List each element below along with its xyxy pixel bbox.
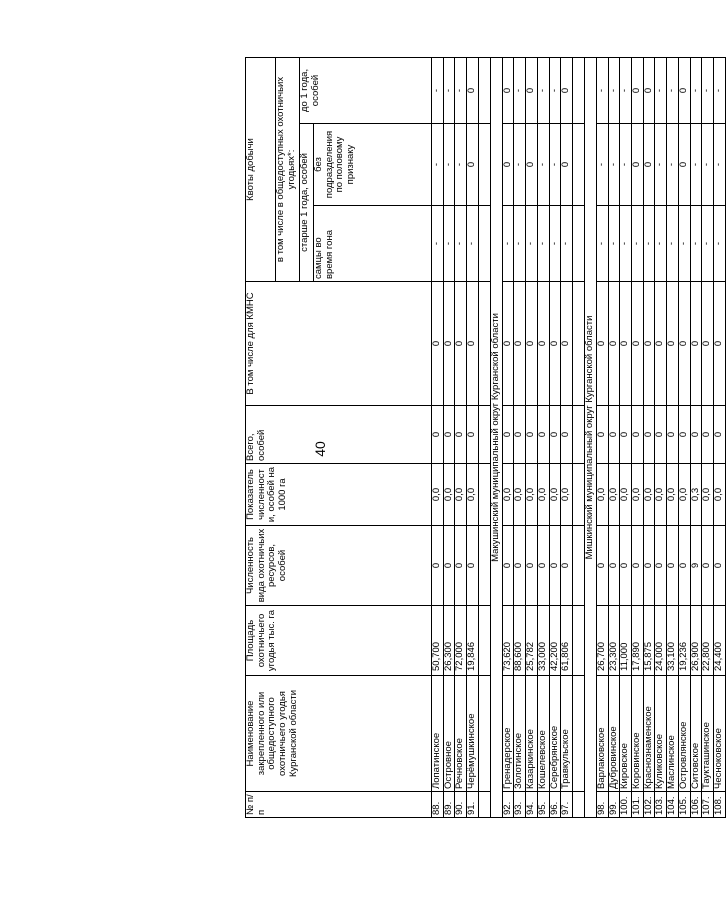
row-kmns: 0 — [702, 282, 714, 406]
row-population: 0 — [502, 526, 514, 606]
table-row — [632, 58, 644, 818]
spacer-cell — [478, 676, 490, 792]
spacer-cell — [478, 282, 490, 406]
row-kmns: 0 — [620, 282, 632, 406]
table-row — [608, 58, 620, 818]
table-row — [643, 58, 655, 818]
table-row — [537, 58, 549, 818]
row-area: 33,100 — [667, 606, 679, 676]
row-number: 101. — [632, 792, 644, 818]
row-number: 99. — [608, 792, 620, 818]
district-title: Мишкинский муниципальный округ Курганской области — [585, 58, 597, 818]
row-males: - — [596, 206, 608, 282]
row-population: 0 — [549, 526, 561, 606]
row-area: 25,782 — [526, 606, 538, 676]
header-no-sex: без подразделения по половому признаку — [314, 124, 432, 206]
row-males: - — [537, 206, 549, 282]
row-name: Куликовское — [655, 676, 667, 792]
row-area: 11,000 — [620, 606, 632, 676]
row-density: 0,0 — [620, 464, 632, 526]
row-total: 0 — [514, 406, 526, 464]
row-name: Черёмушкинское — [467, 676, 479, 792]
row-number: 102. — [643, 792, 655, 818]
row-no-sex: - — [667, 124, 679, 206]
row-area: 22,800 — [702, 606, 714, 676]
row-total: 0 — [537, 406, 549, 464]
row-kmns: 0 — [502, 282, 514, 406]
row-total: 0 — [632, 406, 644, 464]
row-population: 0 — [667, 526, 679, 606]
spacer-cell — [573, 206, 585, 282]
row-males: - — [620, 206, 632, 282]
row-name: Золотинское — [514, 676, 526, 792]
row-population: 0 — [620, 526, 632, 606]
table-row — [667, 58, 679, 818]
spacer-cell — [478, 606, 490, 676]
spacer-cell — [478, 526, 490, 606]
row-males: - — [655, 206, 667, 282]
row-kmns: 0 — [467, 282, 479, 406]
rotated-table-wrapper — [245, 58, 725, 818]
row-density: 0,0 — [678, 464, 690, 526]
row-total: 0 — [502, 406, 514, 464]
header-name: Наименование закрепленного или общедоступного охотничьего угодья Курганской области — [246, 676, 432, 792]
row-area: 24,400 — [714, 606, 726, 676]
row-population: 0 — [632, 526, 644, 606]
row-number: 98. — [596, 792, 608, 818]
row-area: 19,846 — [467, 606, 479, 676]
row-no-sex: - — [432, 124, 444, 206]
row-density: 0,0 — [561, 464, 573, 526]
row-number: 91. — [467, 792, 479, 818]
table-row — [526, 58, 538, 818]
row-kmns: 0 — [632, 282, 644, 406]
row-area: 61,806 — [561, 606, 573, 676]
row-no-sex: 0 — [502, 124, 514, 206]
row-area: 24,000 — [655, 606, 667, 676]
row-under1: - — [655, 58, 667, 124]
row-total: 0 — [432, 406, 444, 464]
row-population: 0 — [443, 526, 455, 606]
row-density: 0,0 — [655, 464, 667, 526]
row-name: Островлянское — [678, 676, 690, 792]
row-no-sex: - — [608, 124, 620, 206]
row-total: 0 — [643, 406, 655, 464]
row-no-sex: 0 — [632, 124, 644, 206]
row-area: 88,600 — [514, 606, 526, 676]
row-total: 0 — [702, 406, 714, 464]
row-total: 0 — [526, 406, 538, 464]
table-row — [502, 58, 514, 818]
row-density: 0,0 — [526, 464, 538, 526]
row-total: 0 — [620, 406, 632, 464]
header-in-common: в том числе в общедоступных охотничьих угодьях*: — [276, 58, 300, 282]
spacer-cell — [573, 606, 585, 676]
row-number: 96. — [549, 792, 561, 818]
row-population: 0 — [643, 526, 655, 606]
table-row — [714, 58, 726, 818]
row-population: 0 — [561, 526, 573, 606]
spacer-cell — [573, 282, 585, 406]
row-kmns: 0 — [455, 282, 467, 406]
row-no-sex: - — [455, 124, 467, 206]
row-number: 108. — [714, 792, 726, 818]
header-kmns: В том числе для КМНС — [246, 282, 432, 406]
row-no-sex: 0 — [643, 124, 655, 206]
row-no-sex: - — [537, 124, 549, 206]
row-kmns: 0 — [678, 282, 690, 406]
row-kmns: 0 — [596, 282, 608, 406]
row-under1: - — [432, 58, 444, 124]
row-kmns: 0 — [537, 282, 549, 406]
row-no-sex: 0 — [561, 124, 573, 206]
row-males: - — [514, 206, 526, 282]
row-males: - — [432, 206, 444, 282]
row-density: 0,0 — [549, 464, 561, 526]
row-name: Гренадерское — [502, 676, 514, 792]
row-no-sex: 0 — [526, 124, 538, 206]
spacer-cell — [478, 124, 490, 206]
row-under1: - — [690, 58, 702, 124]
row-kmns: 0 — [432, 282, 444, 406]
row-no-sex: - — [714, 124, 726, 206]
row-name: Чесноковское — [714, 676, 726, 792]
spacer-cell — [573, 676, 585, 792]
row-population: 0 — [655, 526, 667, 606]
row-under1: 0 — [502, 58, 514, 124]
row-area: 17,890 — [632, 606, 644, 676]
row-total: 0 — [608, 406, 620, 464]
row-no-sex: 0 — [467, 124, 479, 206]
row-under1: - — [620, 58, 632, 124]
row-number: 103. — [655, 792, 667, 818]
row-number: 104. — [667, 792, 679, 818]
row-total: 0 — [596, 406, 608, 464]
row-kmns: 0 — [655, 282, 667, 406]
row-name: Островное — [443, 676, 455, 792]
row-males: - — [678, 206, 690, 282]
row-males: - — [526, 206, 538, 282]
row-population: 0 — [702, 526, 714, 606]
row-area: 50,700 — [432, 606, 444, 676]
row-under1: 0 — [561, 58, 573, 124]
spacer-row — [573, 58, 585, 818]
spacer-cell — [573, 406, 585, 464]
spacer-cell — [573, 124, 585, 206]
row-number: 106. — [690, 792, 702, 818]
row-density: 0,0 — [443, 464, 455, 526]
header-density: Показатель численност и, особей на 1000 га — [246, 464, 432, 526]
row-population: 0 — [455, 526, 467, 606]
row-under1: 0 — [526, 58, 538, 124]
row-males: - — [455, 206, 467, 282]
row-males: - — [667, 206, 679, 282]
header-quotas: Квоты добычи — [246, 58, 276, 282]
header-population: Численность вида охотничьих ресурсов, особей — [246, 526, 432, 606]
row-name: Коровинское — [632, 676, 644, 792]
row-population: 0 — [537, 526, 549, 606]
row-density: 0,3 — [690, 464, 702, 526]
row-area: 26,300 — [443, 606, 455, 676]
row-under1: - — [549, 58, 561, 124]
row-total: 0 — [467, 406, 479, 464]
row-under1: - — [702, 58, 714, 124]
row-area: 26,900 — [690, 606, 702, 676]
row-number: 88. — [432, 792, 444, 818]
row-population: 0 — [608, 526, 620, 606]
row-name: Серебрянское — [549, 676, 561, 792]
row-area: 26,700 — [596, 606, 608, 676]
row-total: 0 — [690, 406, 702, 464]
row-no-sex: 0 — [678, 124, 690, 206]
row-total: 0 — [655, 406, 667, 464]
table-row — [690, 58, 702, 818]
row-males: - — [608, 206, 620, 282]
row-no-sex: - — [443, 124, 455, 206]
table-row — [596, 58, 608, 818]
row-under1: 0 — [632, 58, 644, 124]
row-area: 73,620 — [502, 606, 514, 676]
row-area: 42,200 — [549, 606, 561, 676]
row-no-sex: - — [596, 124, 608, 206]
row-no-sex: - — [690, 124, 702, 206]
row-density: 0,0 — [432, 464, 444, 526]
row-area: 33,000 — [537, 606, 549, 676]
row-density: 0,0 — [632, 464, 644, 526]
row-under1: - — [443, 58, 455, 124]
row-total: 0 — [443, 406, 455, 464]
row-area: 15,875 — [643, 606, 655, 676]
row-males: - — [561, 206, 573, 282]
row-males: - — [549, 206, 561, 282]
row-males: - — [702, 206, 714, 282]
row-name: Таукташинское — [702, 676, 714, 792]
header-area: Площадь охотничьего угодья тыс. га — [246, 606, 432, 676]
table-row — [678, 58, 690, 818]
row-density: 0,0 — [467, 464, 479, 526]
row-no-sex: - — [549, 124, 561, 206]
spacer-cell — [573, 792, 585, 818]
row-number: 105. — [678, 792, 690, 818]
row-density: 0,0 — [667, 464, 679, 526]
table-row — [549, 58, 561, 818]
row-males: - — [643, 206, 655, 282]
row-under1: - — [714, 58, 726, 124]
spacer-cell — [573, 58, 585, 124]
row-name: Дубровинское — [608, 676, 620, 792]
page-number: 40 — [312, 441, 328, 457]
spacer-row — [478, 58, 490, 818]
row-males: - — [690, 206, 702, 282]
spacer-cell — [573, 464, 585, 526]
row-population: 0 — [714, 526, 726, 606]
row-males: - — [467, 206, 479, 282]
table-row — [432, 58, 444, 818]
row-number: 97. — [561, 792, 573, 818]
row-no-sex: - — [702, 124, 714, 206]
row-name: Краснознаменское — [643, 676, 655, 792]
row-number: 95. — [537, 792, 549, 818]
row-males: - — [714, 206, 726, 282]
row-density: 0,0 — [643, 464, 655, 526]
row-name: Травкульское — [561, 676, 573, 792]
row-density: 0,0 — [702, 464, 714, 526]
hunting-quota-table — [245, 57, 726, 818]
table-row — [467, 58, 479, 818]
row-kmns: 0 — [549, 282, 561, 406]
header-num: № п/п — [246, 792, 432, 818]
spacer-cell — [573, 526, 585, 606]
row-total: 0 — [667, 406, 679, 464]
spacer-cell — [478, 406, 490, 464]
row-number: 100. — [620, 792, 632, 818]
row-density: 0,0 — [537, 464, 549, 526]
row-kmns: 0 — [443, 282, 455, 406]
row-no-sex: - — [620, 124, 632, 206]
row-kmns: 0 — [608, 282, 620, 406]
spacer-cell — [478, 206, 490, 282]
header-total: Всего, особей — [246, 406, 432, 464]
row-number: 107. — [702, 792, 714, 818]
row-name: Речновское — [455, 676, 467, 792]
row-kmns: 0 — [690, 282, 702, 406]
row-population: 9 — [690, 526, 702, 606]
spacer-cell — [478, 464, 490, 526]
table-row — [620, 58, 632, 818]
row-kmns: 0 — [667, 282, 679, 406]
row-kmns: 0 — [643, 282, 655, 406]
header-under1: до 1 года, особей — [300, 58, 432, 124]
district-row — [490, 58, 502, 818]
header-older: старше 1 года, особей — [300, 124, 314, 282]
row-under1: 0 — [643, 58, 655, 124]
row-number: 92. — [502, 792, 514, 818]
row-kmns: 0 — [714, 282, 726, 406]
row-total: 0 — [455, 406, 467, 464]
row-total: 0 — [549, 406, 561, 464]
row-population: 0 — [678, 526, 690, 606]
row-under1: - — [608, 58, 620, 124]
row-number: 89. — [443, 792, 455, 818]
table-row — [702, 58, 714, 818]
table-row — [561, 58, 573, 818]
row-kmns: 0 — [561, 282, 573, 406]
row-name: Лопатинское — [432, 676, 444, 792]
row-population: 0 — [596, 526, 608, 606]
spacer-cell — [478, 58, 490, 124]
row-total: 0 — [714, 406, 726, 464]
row-males: - — [443, 206, 455, 282]
row-under1: 0 — [678, 58, 690, 124]
row-name: Кошелевское — [537, 676, 549, 792]
row-no-sex: - — [655, 124, 667, 206]
row-name: Варлаковское — [596, 676, 608, 792]
row-total: 0 — [561, 406, 573, 464]
district-row — [585, 58, 597, 818]
row-population: 0 — [514, 526, 526, 606]
row-density: 0,0 — [596, 464, 608, 526]
row-density: 0,0 — [455, 464, 467, 526]
row-area: 19,236 — [678, 606, 690, 676]
row-under1: - — [455, 58, 467, 124]
row-name: Ситовское — [690, 676, 702, 792]
row-area: 72,000 — [455, 606, 467, 676]
row-under1: - — [514, 58, 526, 124]
table-row — [455, 58, 467, 818]
row-density: 0,0 — [514, 464, 526, 526]
row-population: 0 — [526, 526, 538, 606]
row-under1: - — [596, 58, 608, 124]
row-under1: - — [537, 58, 549, 124]
row-density: 0,0 — [714, 464, 726, 526]
row-no-sex: - — [514, 124, 526, 206]
table-row — [514, 58, 526, 818]
table-row — [443, 58, 455, 818]
row-number: 94. — [526, 792, 538, 818]
row-name: Маслинское — [667, 676, 679, 792]
row-kmns: 0 — [526, 282, 538, 406]
row-number: 90. — [455, 792, 467, 818]
table-row — [655, 58, 667, 818]
spacer-cell — [478, 792, 490, 818]
row-name: Кировское — [620, 676, 632, 792]
row-under1: 0 — [467, 58, 479, 124]
row-number: 93. — [514, 792, 526, 818]
row-population: 0 — [467, 526, 479, 606]
row-kmns: 0 — [514, 282, 526, 406]
district-title: Макушинский муниципальный округ Курганской области — [490, 58, 502, 818]
row-under1: - — [667, 58, 679, 124]
row-population: 0 — [432, 526, 444, 606]
row-density: 0,0 — [502, 464, 514, 526]
row-area: 23,300 — [608, 606, 620, 676]
header-males: самцы во время гона — [314, 206, 432, 282]
row-males: - — [502, 206, 514, 282]
row-density: 0,0 — [608, 464, 620, 526]
row-males: - — [632, 206, 644, 282]
row-name: Казаркинское — [526, 676, 538, 792]
row-total: 0 — [678, 406, 690, 464]
